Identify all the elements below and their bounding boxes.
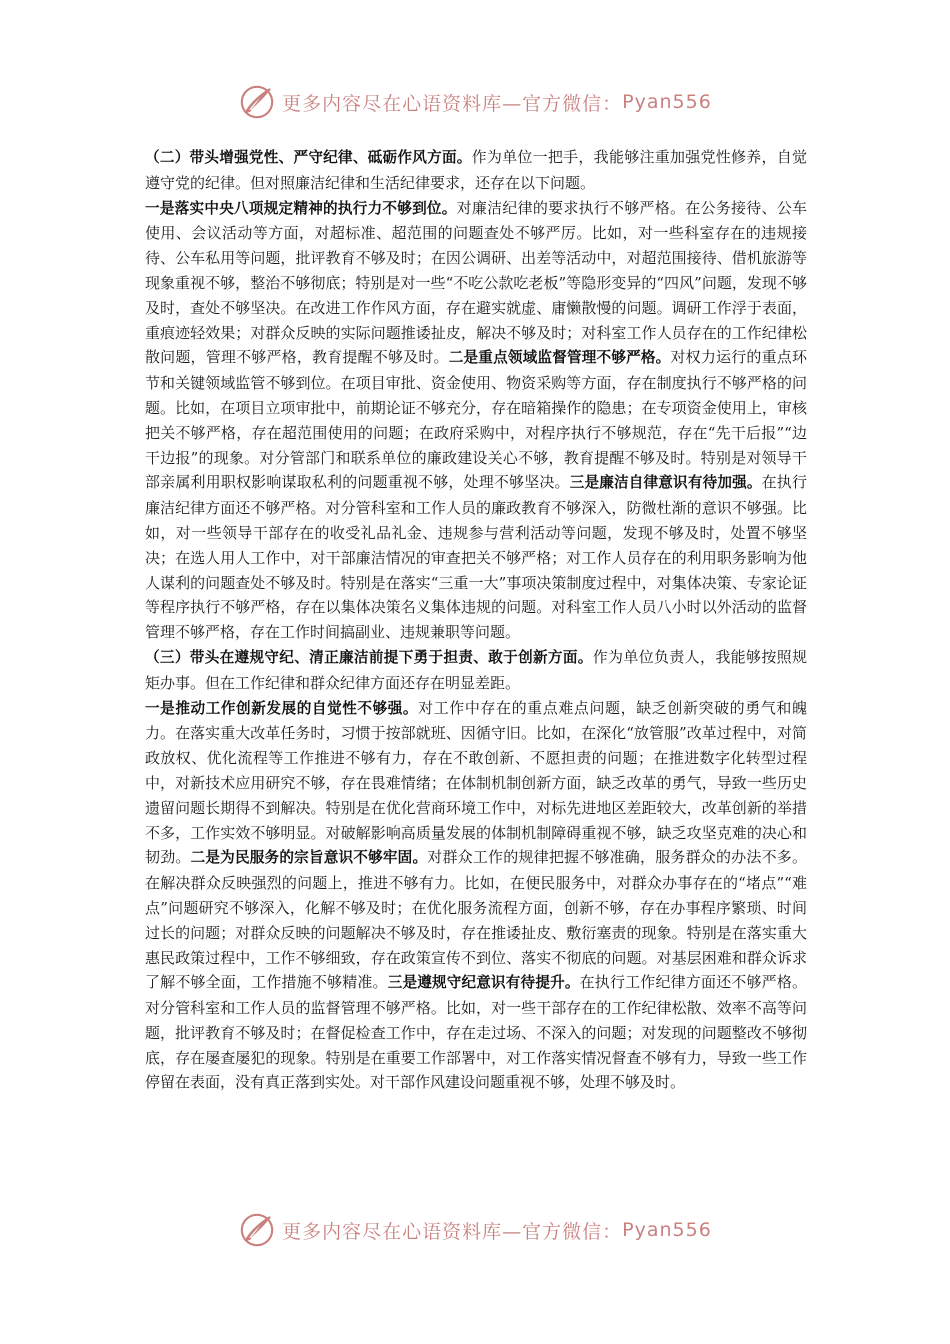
paragraph-text: 作为单位一把手，我能够注重加强党性修养，自觉遵守党的纪律。但对照廉洁纪律和生活纪律要求，还存在以下问题。 (145, 148, 807, 192)
section-two-points (145, 196, 807, 645)
header-banner (0, 80, 950, 124)
document-body (145, 145, 807, 1095)
point-heading: 二是重点领域监督管理不够严格。 (448, 349, 671, 367)
paragraph-text: 对廉洁纪律的要求执行不够严格。在公务接待、公车使用、会议活动等方面，对超标准、超范围的问题查处不够严厉。比如，对一些科室存在的违规接待、公车私用等问题，批评教育不够及时；在因公调研、出差等活动中，对超范围接待、借机旅游等现象重视不够，整治不够彻底；特别是对一些“不吃公款吃老板”等隐形变异的“四风”问题，发现不够及时，查处不够坚决。在改进工作作风方面，存在避实就虚、庸懒散慢的问题。调研工作浮于表面，重痕迹轻效果；对群众反映的实际问题推诿扯皮，解决不够及时；对科室工作人员存在的工作纪律松散问题，管理不够严格，教育提醒不够及时。 (145, 198, 807, 367)
point-heading: 一是推动工作创新发展的自觉性不够强。 (145, 699, 419, 717)
banner-text: 更多内容尽在心语资料库—官方微信： (282, 92, 623, 115)
point-heading: 三是廉洁自律意识有待加强。 (569, 474, 762, 492)
section-heading: （二）带头增强党性、严守纪律、砥砺作风方面。 (145, 149, 472, 166)
section-heading: （三）带头在遵规守纪、清正廉洁前提下勇于担责、敢于创新方面。 (145, 648, 593, 666)
pen-logo-icon (238, 83, 276, 121)
point-heading: 一是落实中央八项规定精神的执行力不够到位。 (145, 199, 457, 217)
banner-text: 更多内容尽在心语资料库—官方微信： (282, 1220, 623, 1243)
banner-wechat-id: Pyan556 (622, 1219, 712, 1241)
pen-logo-icon (238, 1211, 276, 1249)
section-three-points (145, 696, 807, 1096)
footer-banner (0, 1208, 950, 1252)
section-two-intro (145, 145, 807, 196)
paragraph-text: 在执行廉洁纪律方面还不够严格。对分管科室和工作人员的廉政教育不够深入，防微杜渐的意识不够强。比如，对一些领导干部存在的收受礼品礼金、违规参与营利活动等问题，发现不够及时，处置不够坚决；在选人用人工作中，对干部廉洁情况的审查把关不够严格；对工作人员存在的利用职务影响为他人谋利的问题查处不够及时。特别是在落实“三重一大”事项决策制度过程中，对集体决策、专家论证等程序执行不够严格，存在以集体决策名义集体违规的问题。对科室工作人员八小时以外活动的监督管理不够严格，存在工作时间搞副业、违规兼职等问题。 (145, 473, 807, 642)
banner-wechat-id: Pyan556 (622, 91, 712, 113)
paragraph-text: 作为单位负责人，我能够按照规矩办事。但在工作纪律和群众纪律方面还存在明显差距。 (145, 647, 807, 692)
section-three-intro (145, 645, 807, 696)
paragraph-text: 对工作中存在的重点难点问题，缺乏创新突破的勇气和魄力。在落实重大改革任务时，习惯于按部就班、因循守旧。比如，在深化“放管服”改革过程中，对简政放权、优化流程等工作推进不够有力，存在不敢创新、不愿担责的问题；在推进数字化转型过程中，对新技术应用研究不够，存在畏难情绪；在体制机制创新方面，缺乏改革的勇气，导致一些历史遗留问题长期得不到解决。特别是在优化营商环境工作中，对标先进地区差距较大，改革创新的举措不多，工作实效不够明显。对破解影响高质量发展的体制机制障碍重视不够，缺乏攻坚克难的决心和韧劲。 (145, 698, 807, 867)
point-heading: 二是为民服务的宗旨意识不够牢固。 (190, 849, 428, 867)
paragraph-text: 在执行工作纪律方面还不够严格。对分管科室和工作人员的监督管理不够严格。比如，对一些干部存在的工作纪律松散、效率不高等问题，批评教育不够及时；在督促检查工作中，存在走过场、不深入的问题；对发现的问题整改不够彻底，存在屡查屡犯的现象。特别是在重要工作部署中，对工作落实情况督查不够有力，导致一些工作停留在表面，没有真正落到实处。对干部作风建设问题重视不够，处理不够及时。 (145, 973, 807, 1092)
paragraph-text: 对权力运行的重点环节和关键领域监管不够到位。在项目审批、资金使用、物资采购等方面，存在制度执行不够严格的问题。比如，在项目立项审批中，前期论证不够充分，存在暗箱操作的隐患；在专项资金使用上，审核把关不够严格，存在超范围使用的问题；在政府采购中，对程序执行不够规范，存在“先干后报”“边干边报”的现象。对分管部门和联系单位的廉政建设关心不够，教育提醒不够及时。特别是对领导干部亲属利用职权影响谋取私利的问题重视不够，处理不够坚决。 (145, 348, 807, 492)
point-heading: 三是遵规守纪意识有待提升。 (387, 974, 580, 992)
paragraph-text: 对群众工作的规律把握不够准确，服务群众的办法不多。在解决群众反映强烈的问题上，推进不够有力。比如，在便民服务中，对群众办事存在的“堵点”“难点”问题研究不够深入，化解不够及时；在优化服务流程方面，创新不够，存在办事程序繁琐、时间过长的问题；对群众反映的问题解决不够及时，存在推诿扯皮、敷衍塞责的现象。特别是在落实重大惠民政策过程中，工作不够细致，存在政策宣传不到位、落实不彻底的问题。对基层困难和群众诉求了解不够全面，工作措施不够精准。 (145, 848, 807, 992)
